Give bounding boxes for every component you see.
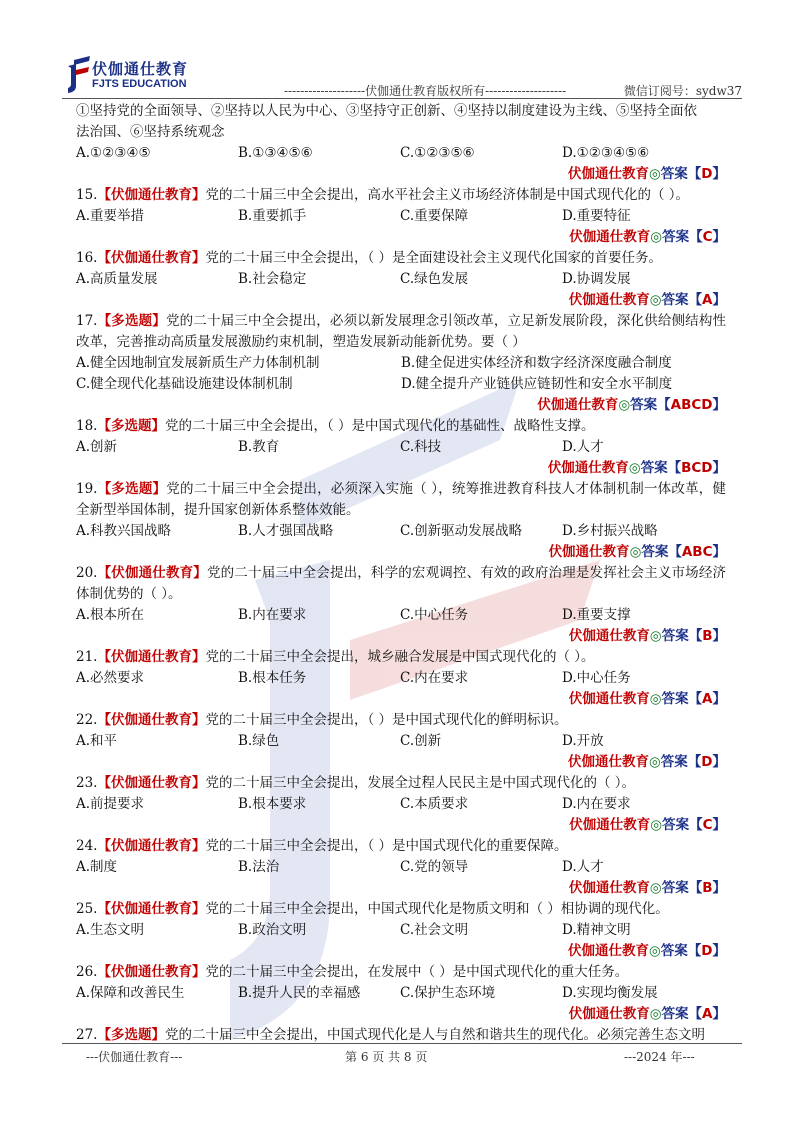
option: B.重要抓手 [238, 208, 307, 224]
option: D.重要特征 [562, 208, 631, 224]
answer-brand: 伏伽通仕教育 [537, 397, 619, 413]
answer-key: D [701, 943, 713, 959]
fjts-logo-icon [62, 56, 92, 94]
option: D.重要支撑 [562, 607, 631, 623]
answer-line: 伏伽通仕教育◎答案【B】 [568, 880, 726, 896]
option: D.内在要求 [562, 796, 631, 812]
answer-line: 伏伽通仕教育◎答案【C】 [569, 229, 726, 245]
option: C.科技 [400, 439, 442, 455]
question-number: 17. [76, 313, 98, 329]
question-text: 党的二十届三中全会提出，（ ）是中国式现代化的鲜明标识。 [205, 712, 568, 728]
answer-brand: 伏伽通仕教育 [569, 817, 651, 833]
answer-key: D [701, 754, 713, 770]
option: C.创新 [400, 733, 442, 749]
answer-label: 答案 [661, 691, 689, 707]
answer-key: C [702, 229, 713, 245]
answer-brand: 伏伽通仕教育 [568, 628, 650, 644]
option: A.创新 [76, 439, 118, 455]
question-stem [76, 710, 726, 731]
answer-circle-icon: ◎ [618, 397, 631, 413]
option: B.绿色 [238, 733, 280, 749]
question-list [76, 101, 726, 1046]
option-row [76, 269, 726, 290]
answer-line: 伏伽通仕教育◎答案【ABCD】 [537, 397, 726, 413]
option: A.健全因地制宜发展新质生产力体制机制 [76, 355, 320, 371]
option: D.人才 [562, 859, 604, 875]
answer-circle-icon: ◎ [649, 691, 662, 707]
answer-circle-icon: ◎ [649, 880, 662, 896]
answer-circle-icon: ◎ [649, 166, 661, 182]
option-row [76, 983, 726, 1004]
answer-line: 伏伽通仕教育◎答案【ABC】 [548, 544, 726, 560]
option: A.科教兴国战略 [76, 523, 172, 539]
answer-brand: 伏伽通仕教育 [568, 754, 649, 770]
question-number: 23. [76, 775, 98, 791]
answer-label: 答案 [662, 229, 690, 245]
option: A.高质量发展 [76, 271, 158, 287]
answer-label: 答案 [640, 460, 668, 476]
footer-divider [62, 1043, 742, 1044]
question-number: 21. [76, 649, 98, 665]
answer-brand: 伏伽通仕教育 [569, 229, 651, 245]
question-text: 党的二十届三中全会提出，必须以新发展理念引领改革，立足新发展阶段，深化供给侧结构性改革，完善推动高质量发展激励约束机制，塑造发展新动能新优势。要（ ） [76, 313, 727, 350]
question-number: 15. [76, 187, 98, 203]
option: D.中心任务 [562, 670, 631, 686]
option: A.生态文明 [76, 922, 145, 938]
option: C.社会文明 [400, 922, 469, 938]
option: C.①②③⑤⑥ [400, 145, 475, 161]
option-row [76, 521, 726, 542]
question-text: 党的二十届三中全会提出，（ ）是全面建设社会主义现代化国家的首要任务。 [205, 250, 663, 266]
question-tag: 【多选题】 [97, 418, 165, 434]
option: D.乡村振兴战略 [562, 523, 658, 539]
question-stem [76, 563, 726, 605]
question-stem [76, 899, 726, 920]
option-row [76, 374, 726, 395]
question-text: 党的二十届三中全会提出，必须深入实施（ ），统筹推进教育科技人才体制机制一体改革，健全新型举国体制，提升国家创新体系整体效能。 [76, 481, 727, 518]
question-number: 16. [76, 250, 98, 266]
answer-label: 答案 [661, 628, 689, 644]
answer-circle-icon: ◎ [649, 754, 661, 770]
option: B.根本要求 [238, 796, 307, 812]
question-tag: 【伏伽通仕教育】 [97, 838, 206, 854]
question-text: 党的二十届三中全会提出，（ ）是中国式现代化的重要保障。 [205, 838, 568, 854]
answer-key: C [702, 817, 713, 833]
option-row [76, 731, 726, 752]
option: C.内在要求 [400, 670, 469, 686]
option: C.绿色发展 [400, 271, 469, 287]
option-row [76, 605, 726, 626]
option: D.健全提升产业链供应链韧性和安全水平制度 [401, 376, 673, 392]
answer-label: 答案 [660, 166, 688, 182]
option-row [76, 353, 726, 374]
question-number: 22. [76, 712, 98, 728]
answer-brand: 伏伽通仕教育 [568, 1006, 650, 1022]
question-stem [76, 416, 726, 437]
option: C.党的领导 [400, 859, 469, 875]
question-tag: 【伏伽通仕教育】 [97, 775, 206, 791]
question-text: 党的二十届三中全会提出，中国式现代化是人与自然和谐共生的现代化。必须完善生态文明 [164, 1027, 705, 1043]
answer-brand: 伏伽通仕教育 [568, 943, 649, 959]
question-number: 24. [76, 838, 98, 854]
answer-key: B [702, 880, 713, 896]
page-number: 第 6 页 共 8 页 [345, 1050, 428, 1064]
option: C.本质要求 [400, 796, 469, 812]
answer-brand: 伏伽通仕教育 [568, 292, 650, 308]
answer-brand: 伏伽通仕教育 [548, 544, 630, 560]
header-divider [62, 98, 742, 99]
answer-line: 伏伽通仕教育◎答案【C】 [569, 817, 726, 833]
intro-line-1: ①坚持党的全面领导、②坚持以人民为中心、③坚持守正创新、④坚持以制度建设为主线、⑤坚持全面依 [76, 103, 697, 119]
question-number: 18. [76, 418, 98, 434]
answer-circle-icon: ◎ [649, 943, 661, 959]
question-stem [76, 773, 726, 794]
answer-key: D [701, 166, 713, 182]
question-text: 党的二十届三中全会提出，高水平社会主义市场经济体制是中国式现代化的（ ）。 [205, 187, 690, 203]
footer-brand: ---伏伽通仕教育--- [86, 1050, 183, 1064]
question-stem [76, 647, 726, 668]
question-tag: 【伏伽通仕教育】 [97, 901, 206, 917]
answer-label: 答案 [630, 397, 658, 413]
answer-key: A [702, 292, 713, 308]
question-tag: 【多选题】 [97, 1027, 165, 1043]
question-text: 党的二十届三中全会提出，（ ）是中国式现代化的基础性、战略性支撑。 [164, 418, 595, 434]
question-text: 党的二十届三中全会提出，在发展中（ ）是中国式现代化的重大任务。 [205, 964, 629, 980]
intro-options [76, 143, 726, 164]
option: A.前提要求 [76, 796, 145, 812]
question-tag: 【伏伽通仕教育】 [97, 565, 207, 581]
option: A.制度 [76, 859, 118, 875]
brand-logo [62, 54, 212, 98]
question-tag: 【多选题】 [97, 313, 166, 329]
option: D.①②③④⑤⑥ [562, 145, 650, 161]
wechat-account: 微信订阅号：sydw37 [623, 84, 742, 98]
answer-key: A [702, 1006, 713, 1022]
answer-circle-icon: ◎ [628, 460, 641, 476]
option: C.创新驱动发展战略 [400, 523, 523, 539]
question-tag: 【伏伽通仕教育】 [97, 649, 206, 665]
answer-line: 伏伽通仕教育◎答案【BCD】 [547, 460, 726, 476]
answer-label: 答案 [661, 292, 689, 308]
option-row [76, 920, 726, 941]
answer-line: 伏伽通仕教育◎答案【A】 [568, 691, 726, 707]
answer-circle-icon: ◎ [650, 817, 663, 833]
question-text: 党的二十届三中全会提出，发展全过程人民民主是中国式现代化的（ ）。 [205, 775, 636, 791]
answer-brand: 伏伽通仕教育 [568, 691, 650, 707]
answer-label: 答案 [641, 544, 669, 560]
answer-brand: 伏伽通仕教育 [568, 880, 650, 896]
option: A.必然要求 [76, 670, 145, 686]
answer-circle-icon: ◎ [649, 628, 662, 644]
answer-line: 伏伽通仕教育◎答案【D】 [568, 754, 726, 770]
option: A.保障和改善民生 [76, 985, 185, 1001]
question-text: 党的二十届三中全会提出，科学的宏观调控、有效的政府治理是发挥社会主义市场经济体制优势的（ ）。 [76, 565, 727, 602]
answer-circle-icon: ◎ [650, 229, 663, 245]
option: C.重要保障 [400, 208, 469, 224]
answer-line: 伏伽通仕教育◎答案【A】 [568, 292, 726, 308]
option: B.内在要求 [238, 607, 307, 623]
option-row [76, 668, 726, 689]
option: A.①②③④⑤ [76, 145, 151, 161]
option: A.和平 [76, 733, 118, 749]
question-stem [76, 836, 726, 857]
answer-line: 伏伽通仕教育◎答案【D】 [568, 166, 726, 182]
copyright-notice: --------------------伏伽通仕教育版权所有-------------------- [284, 84, 567, 98]
question-tag: 【伏伽通仕教育】 [97, 250, 206, 266]
answer-brand: 伏伽通仕教育 [547, 460, 629, 476]
logo-english-text: FJTS EDUCATION [92, 78, 187, 90]
option: A.根本所在 [76, 607, 145, 623]
answer-key: ABC [681, 544, 713, 560]
answer-circle-icon: ◎ [649, 1006, 662, 1022]
option: D.开放 [562, 733, 604, 749]
question-stem [76, 248, 726, 269]
option: B.政治文明 [238, 922, 307, 938]
answer-label: 答案 [660, 943, 688, 959]
answer-line: 伏伽通仕教育◎答案【A】 [568, 1006, 726, 1022]
question-stem [76, 479, 726, 521]
option: B.人才强国战略 [238, 523, 334, 539]
question-tag: 【多选题】 [97, 481, 167, 497]
option-row [76, 857, 726, 878]
question-text: 党的二十届三中全会提出，中国式现代化是物质文明和（ ）相协调的现代化。 [205, 901, 669, 917]
option: D.人才 [562, 439, 604, 455]
answer-label: 答案 [661, 880, 689, 896]
option: A.重要举措 [76, 208, 145, 224]
question-number: 25. [76, 901, 98, 917]
option: C.保护生态环境 [400, 985, 496, 1001]
question-stem [76, 962, 726, 983]
answer-line: 伏伽通仕教育◎答案【B】 [568, 628, 726, 644]
answer-key: ABCD [670, 397, 713, 413]
question-stem [76, 311, 726, 353]
answer-label: 答案 [662, 817, 690, 833]
option-row [76, 206, 726, 227]
question-stem [76, 185, 726, 206]
question-number: 19. [76, 481, 98, 497]
intro-line-2: 法治国、⑥坚持系统观念 [76, 124, 225, 140]
option: C.健全现代化基础设施建设体制机制 [76, 376, 293, 392]
answer-circle-icon: ◎ [649, 292, 662, 308]
logo-chinese-text: 伏伽通仕教育 [92, 60, 189, 78]
option: B.健全促进实体经济和数字经济深度融合制度 [401, 355, 672, 371]
option: B.教育 [238, 439, 280, 455]
answer-brand: 伏伽通仕教育 [568, 166, 649, 182]
question-text: 党的二十届三中全会提出，城乡融合发展是中国式现代化的（ ）。 [205, 649, 595, 665]
question-tag: 【伏伽通仕教育】 [97, 964, 206, 980]
option: D.精神文明 [562, 922, 631, 938]
option: D.协调发展 [562, 271, 631, 287]
answer-label: 答案 [661, 1006, 689, 1022]
option: B.提升人民的幸福感 [238, 985, 361, 1001]
option-row [76, 794, 726, 815]
question-number: 26. [76, 964, 98, 980]
option: B.根本任务 [238, 670, 307, 686]
question-number: 20. [76, 565, 98, 581]
page-header [62, 54, 742, 98]
question-tag: 【伏伽通仕教育】 [97, 187, 206, 203]
option: B.法治 [238, 859, 280, 875]
answer-key: BCD [681, 460, 713, 476]
option: D.实现均衡发展 [562, 985, 658, 1001]
question-tag: 【伏伽通仕教育】 [97, 712, 206, 728]
option: C.中心任务 [400, 607, 469, 623]
question-number: 27. [76, 1027, 98, 1043]
option-row [76, 437, 726, 458]
option: B.社会稳定 [238, 271, 307, 287]
answer-line: 伏伽通仕教育◎答案【D】 [568, 943, 726, 959]
option: B.①③④⑤⑥ [238, 145, 313, 161]
answer-label: 答案 [660, 754, 688, 770]
footer-year: ---2024 年--- [624, 1050, 695, 1064]
answer-circle-icon: ◎ [629, 544, 642, 560]
answer-key: A [702, 691, 713, 707]
answer-key: B [702, 628, 713, 644]
